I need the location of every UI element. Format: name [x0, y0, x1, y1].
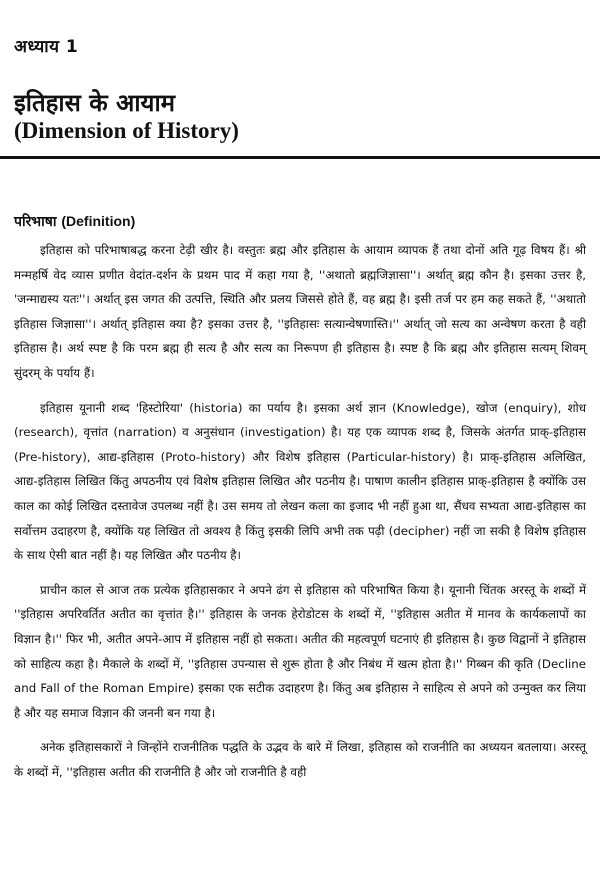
body-text — [14, 238, 586, 784]
paragraph: अनेक इतिहासकारों ने जिन्होंने राजनीतिक पद्धति के उद्भव के बारे में लिखा, इतिहास को राजनीति का अध्ययन बतलाया। अरस्तू के शब्दों में, ''इतिहास अतीत की राजनीति है और जो राजनीति है वही — [14, 740, 586, 779]
section-heading-hindi: परिभाषा — [14, 214, 57, 230]
title-divider — [0, 156, 600, 159]
chapter-title-hindi: इतिहास के आयाम — [14, 89, 176, 117]
section-heading — [14, 212, 135, 231]
chapter-label: अध्याय 1 — [14, 37, 79, 57]
section-heading-english: (Definition) — [61, 213, 136, 229]
chapter-title-english: (Dimension of History) — [14, 118, 239, 143]
paragraph: इतिहास को परिभाषाबद्ध करना टेढ़ी खीर है। वस्तुतः ब्रह्म और इतिहास के आयाम व्यापक हैं तथा दोनों अति गूढ़ विषय हैं। श्री मन्महर्षि वेद व्यास प्रणीत वेदांत-दर्शन के प्रथम पाद में कहा गया है, ''अथातो ब्रह्मजिज्ञासा''। अर्थात् ब्रह्म कौन है। इसका उत्तर है, 'जन्माद्यस्य यतः''। अर्थात् इस जगत की उत्पत्ति, स्थिति और प्रलय जिससे होते हैं, वह ब्रह्म है। इसी तर्ज पर हम कह सकते हैं, ''अथातो इतिहास जिज्ञासा''। अर्थात् इतिहास क्या है? इसका उत्तर है, ''इतिहासः सत्यान्वेषणास्ति।'' अर्थात् जो सत्य का अन्वेषण करता है वही इतिहास है। अर्थ स्पष्ट है कि परम ब्रह्म ही सत्य है और सत्य का निरूपण ही इतिहास है। स्पष्ट है कि ब्रह्म और इतिहास सत्यम् शिवम् सुंदरम् के पर्याय हैं। — [14, 243, 586, 380]
paragraph: प्राचीन काल से आज तक प्रत्येक इतिहासकार ने अपने ढंग से इतिहास को परिभाषित किया है। यूनानी चिंतक अरस्तू के शब्दों में ''इतिहास अपरिवर्तित अतीत का वृत्तांत है।'' इतिहास के जनक हेरोडोटस के शब्दों में, ''इतिहास अतीत में मानव के कार्यकलापों का विज्ञान है।'' फिर भी, अतीत अपने-आप में इतिहास नहीं हो सकता। अतीत की महत्वपूर्ण घटनाएं ही इतिहास है। कुछ विद्वानों ने इतिहास को साहित्य कहा है। मैकाले के शब्दों में, ''इतिहास उपन्यास से शुरू होता है और निबंध में खत्म होता है।'' गिब्बन की कृति (Decline and Fall of the Roman Empire) इसका एक सटीक उदाहरण है। किंतु अब इतिहास ने साहित्य से अपने को उन्मुक्त कर लिया है और यह समाज विज्ञान की जननी बन गया है। — [14, 582, 586, 720]
paragraph: इतिहास यूनानी शब्द 'हिस्टोरिया' (historia) का पर्याय है। इसका अर्थ ज्ञान (Knowledge), खोज (enquiry), शोध (research), वृत्तांत (narration) व अनुसंधान (investigation) है। यह एक व्यापक शब्द है, जिसके अंतर्गत प्राक्-इतिहास (Pre-history), आद्य-इतिहास (Proto-history) और विशेष इतिहास (Particular-history) है। प्राक्-इतिहास अलिखित, आद्य-इतिहास लिखित किंतु अपठनीय एवं विशेष इतिहास लिखित और पठनीय है। पाषाण कालीन इतिहास प्राक्-इतिहास है क्योंकि उस काल का कोई लिखित दस्तावेज उपलब्ध नहीं है। उस समय तो लेखन कला का इजाद भी नहीं हुआ था, सैंधव सभ्यता आद्य-इतिहास का सर्वोत्तम उदाहरण है, क्योंकि यह लिखित तो अवश्य है किंतु इसकी लिपि अभी तक पढ़ी (decipher) नहीं जा सकी है विशेष इतिहास के साथ ऐसी बात नहीं है। यह लिखित और पठनीय है। — [14, 400, 586, 563]
